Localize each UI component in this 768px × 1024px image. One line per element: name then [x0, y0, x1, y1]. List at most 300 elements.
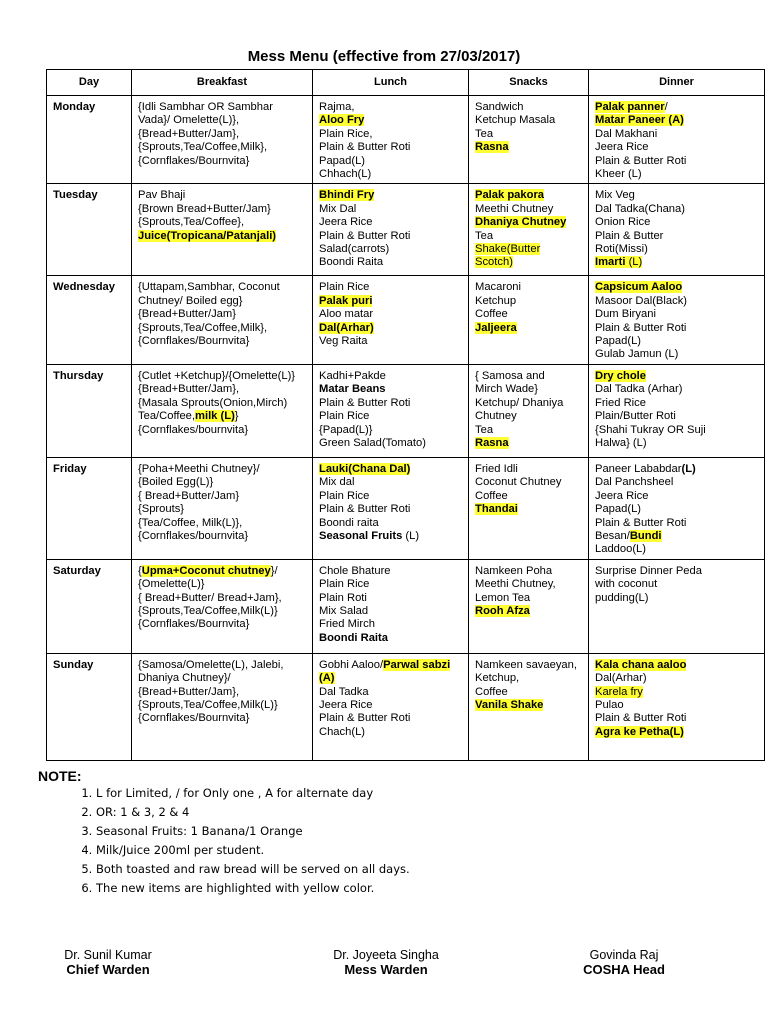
menu-table — [46, 69, 765, 761]
menu-item — [138, 490, 308, 503]
menu-item — [595, 543, 760, 556]
snacks-cell — [469, 96, 589, 184]
menu-item — [319, 281, 464, 294]
menu-item — [475, 383, 584, 396]
menu-item-text: {Sprouts,Tea/Coffee,Milk}, — [138, 321, 268, 334]
note-item: 2. OR: 1 & 3, 2 & 4 — [96, 803, 696, 822]
menu-item-text: Lauki(Chana Dal) — [319, 462, 411, 475]
menu-item-text: {Cornflakes/bournvita} — [138, 529, 249, 542]
menu-item-text: Mix dal — [319, 476, 355, 489]
menu-item — [475, 114, 584, 127]
menu-item-text: Plain Rice — [319, 489, 370, 502]
menu-item — [475, 216, 584, 229]
menu-item — [138, 216, 308, 229]
menu-item-text: Papad(L) — [595, 335, 642, 348]
menu-item — [319, 101, 464, 114]
menu-item-text: Dry chole — [595, 369, 646, 382]
menu-item — [138, 659, 308, 672]
menu-item-text: {Uttapam,Sambhar, Coconut — [138, 281, 280, 294]
menu-row-sunday — [47, 653, 765, 760]
note-item: 6. The new items are highlighted with yellow color. — [96, 879, 696, 898]
snacks-cell — [469, 364, 589, 457]
breakfast-cell — [132, 184, 313, 276]
menu-item — [475, 659, 584, 672]
breakfast-cell — [132, 653, 313, 760]
menu-item — [475, 281, 584, 294]
menu-item — [319, 335, 464, 348]
breakfast-cell — [132, 276, 313, 364]
menu-item-text: Palak pakora — [475, 189, 545, 202]
menu-item-text: Imarti — [595, 256, 626, 269]
menu-item-text: Tea — [475, 127, 494, 140]
menu-item-text: Bhindi Fry — [319, 189, 375, 202]
menu-item-text: {Sprouts,Tea/Coffee,Milk}, — [138, 141, 268, 154]
menu-item — [595, 424, 760, 437]
menu-item-text: Mirch Wade} — [475, 383, 539, 396]
menu-item — [319, 168, 464, 181]
dinner-cell — [589, 457, 765, 559]
note-item: 4. Milk/Juice 200ml per student. — [96, 841, 696, 860]
menu-item-text: Plain & Butter Roti — [319, 229, 411, 242]
menu-item-text: Jeera Rice — [319, 216, 373, 229]
menu-item-text: {Bread+Butter/Jam} — [138, 308, 236, 321]
note-item: 1. L for Limited, / for Only one , A for alternate day — [96, 784, 696, 803]
header-day: Day — [47, 70, 132, 96]
menu-item — [319, 517, 464, 530]
menu-item — [319, 322, 464, 335]
menu-item — [319, 128, 464, 141]
menu-item-text: Mix Salad — [319, 604, 369, 617]
day-cell: Friday — [47, 457, 132, 559]
signature-role: Mess Warden — [344, 962, 428, 977]
menu-item — [138, 335, 308, 348]
menu-item — [475, 410, 584, 423]
menu-item-text: Veg Raita — [319, 335, 368, 348]
menu-item-text: Dhaniya Chutney — [475, 216, 567, 229]
menu-item-text: Fried Mirch — [319, 618, 375, 631]
menu-item-text: Boondi Raita — [319, 256, 384, 269]
menu-item — [475, 322, 584, 335]
menu-item-text: {Boiled Egg(L)} — [138, 476, 214, 489]
menu-item-suffix: (L) — [625, 256, 643, 269]
menu-item-text: Plain Rice — [319, 410, 370, 423]
menu-item — [138, 618, 308, 631]
menu-item — [595, 517, 760, 530]
menu-item-text: Plain & Butter — [595, 229, 664, 242]
menu-item — [595, 168, 760, 181]
menu-item — [319, 243, 464, 256]
menu-item-text: Juice(Tropicana/Patanjali) — [138, 229, 277, 242]
menu-item — [319, 383, 464, 396]
snacks-cell — [469, 184, 589, 276]
menu-item-text: Capsicum Aaloo — [595, 281, 683, 294]
menu-item-text: Rajma, — [319, 101, 355, 113]
menu-item-text: Gobhi Aaloo/ — [319, 658, 384, 671]
menu-item-text: {Sprouts,Tea/Coffee,Milk(L)} — [138, 604, 278, 617]
menu-item-text: Meethi Chutney — [475, 202, 554, 215]
menu-item — [319, 216, 464, 229]
menu-body — [47, 96, 765, 761]
menu-item-text: Jaljeera — [475, 321, 517, 334]
header-row — [47, 70, 765, 96]
menu-item — [475, 230, 584, 243]
menu-item-text: Kadhi+Pakde — [319, 369, 386, 382]
menu-item — [595, 189, 760, 202]
menu-item — [475, 424, 584, 437]
menu-item — [475, 189, 584, 202]
menu-item — [475, 503, 584, 516]
menu-item — [475, 308, 584, 321]
menu-item — [319, 503, 464, 516]
menu-item — [138, 308, 308, 321]
menu-item-text: pudding(L) — [595, 591, 649, 604]
page-title: Mess Menu (effective from 27/03/2017) — [247, 48, 521, 65]
menu-item — [138, 476, 308, 489]
menu-item — [595, 659, 760, 672]
day-cell: Saturday — [47, 559, 132, 653]
menu-item — [319, 114, 464, 127]
menu-item — [319, 686, 464, 699]
note-title: NOTE: — [38, 768, 82, 784]
menu-item-text: Chole Bhature — [319, 564, 391, 577]
menu-item-text: Karela fry — [595, 685, 643, 698]
menu-item — [138, 114, 308, 127]
menu-item-text: Tea/Coffee, — [138, 410, 196, 423]
menu-item — [138, 295, 308, 308]
menu-item-text: {Shahi Tukray OR Suji — [595, 423, 706, 436]
menu-row-saturday — [47, 559, 765, 653]
menu-item-text: Chutney/ Boiled egg} — [138, 294, 243, 307]
menu-item-text: Ketchup Masala — [475, 114, 556, 127]
menu-item-text: Mix Dal — [319, 202, 357, 215]
menu-item — [138, 686, 308, 699]
menu-item-text: Tea — [475, 423, 494, 436]
menu-item-text: {Tea/Coffee, Milk(L)}, — [138, 516, 243, 529]
menu-item-text: Scotch) — [475, 256, 513, 269]
menu-item-suffix: / — [664, 101, 668, 113]
day-cell: Sunday — [47, 653, 132, 760]
menu-item-text: Besan/ — [595, 529, 630, 542]
menu-item-text: {Brown Bread+Butter/Jam} — [138, 202, 271, 215]
menu-item-text: Papad(L) — [595, 503, 642, 516]
menu-item-suffix: Upma+Coconut chutney — [141, 564, 271, 577]
menu-item — [595, 712, 760, 725]
menu-item-text: Jeera Rice — [319, 698, 373, 711]
menu-row-tuesday — [47, 184, 765, 276]
menu-item-text: {Sprouts,Tea/Coffee,Milk(L)} — [138, 698, 278, 711]
signature-role: Chief Warden — [66, 962, 150, 977]
menu-item — [475, 256, 584, 269]
menu-item-text: {Masala Sprouts(Onion,Mirch) — [138, 396, 288, 409]
menu-item — [475, 101, 584, 114]
menu-item-text: Roti(Missi) — [595, 243, 648, 256]
menu-item-text: Dal Tadka(Chana) — [595, 202, 685, 215]
menu-item — [475, 243, 584, 256]
menu-item — [138, 397, 308, 410]
lunch-cell — [313, 559, 469, 653]
menu-item — [595, 243, 760, 256]
dinner-cell — [589, 276, 765, 364]
menu-item — [138, 463, 308, 476]
menu-item — [595, 256, 760, 269]
menu-item — [475, 463, 584, 476]
menu-item — [319, 230, 464, 243]
menu-item — [138, 517, 308, 530]
menu-item — [319, 476, 464, 489]
breakfast-cell — [132, 364, 313, 457]
menu-item-text: Aloo Fry — [319, 114, 365, 127]
menu-item-text: Palak puri — [319, 294, 373, 307]
menu-item — [319, 437, 464, 450]
menu-item-text: {Bread+Butter/Jam}, — [138, 685, 240, 698]
menu-item — [138, 322, 308, 335]
menu-item — [138, 699, 308, 712]
menu-item-text: Masoor Dal(Black) — [595, 294, 688, 307]
menu-item-text: Boondi raita — [319, 516, 379, 529]
menu-item-text: Plain Rice — [319, 578, 370, 591]
note-item: 5. Both toasted and raw bread will be served on all days. — [96, 860, 696, 879]
menu-item — [595, 726, 760, 739]
menu-item — [138, 189, 308, 202]
menu-item-text: {Cornflakes/Bournvita} — [138, 154, 250, 167]
menu-row-thursday — [47, 364, 765, 457]
dinner-cell — [589, 184, 765, 276]
header-snacks: Snacks — [469, 70, 589, 96]
menu-item — [319, 410, 464, 423]
menu-item-suffix: Bundi — [629, 529, 662, 542]
menu-item-text: Chhach(L) — [319, 168, 372, 181]
signature-mess-warden — [306, 948, 466, 977]
menu-item — [595, 397, 760, 410]
menu-item — [595, 308, 760, 321]
menu-item-text: Ketchup — [475, 294, 517, 307]
header-lunch: Lunch — [313, 70, 469, 96]
menu-item-text: Plain/Butter Roti — [595, 410, 676, 423]
menu-item-text: {Cornflakes/bournvita} — [138, 423, 249, 436]
menu-item — [475, 370, 584, 383]
menu-item-text: {Poha+Meethi Chutney}/ — [138, 462, 260, 475]
menu-row-monday — [47, 96, 765, 184]
signature-cosha-head — [554, 948, 694, 977]
menu-item — [319, 592, 464, 605]
dinner-cell — [589, 364, 765, 457]
menu-item — [138, 530, 308, 543]
menu-item-text: Dal Makhani — [595, 127, 658, 140]
menu-item-text: Palak panner — [595, 101, 665, 113]
menu-item-suffix: Parwal sabzi — [383, 658, 451, 671]
menu-item-text: Dum Biryani — [595, 308, 656, 321]
menu-item-text: Dhaniya Chutney}/ — [138, 672, 231, 685]
snacks-cell — [469, 559, 589, 653]
menu-item — [595, 463, 760, 476]
menu-item — [595, 114, 760, 127]
menu-item-text: Dal(Arhar) — [595, 672, 647, 685]
signature-name: Dr. Sunil Kumar — [64, 948, 152, 962]
menu-item — [595, 699, 760, 712]
menu-item-tail: } — [234, 410, 239, 423]
menu-item — [475, 141, 584, 154]
menu-item-text: Matar Paneer (A) — [595, 114, 684, 127]
menu-item — [319, 659, 464, 672]
note-item: 3. Seasonal Fruits: 1 Banana/1 Orange — [96, 822, 696, 841]
menu-item — [319, 726, 464, 739]
menu-item — [595, 203, 760, 216]
menu-item-text: Surprise Dinner Peda — [595, 564, 702, 577]
menu-item — [475, 686, 584, 699]
menu-item — [319, 141, 464, 154]
menu-item — [595, 348, 760, 361]
menu-item-text: Laddoo(L) — [595, 543, 647, 556]
menu-item — [138, 203, 308, 216]
menu-item — [475, 672, 584, 685]
dinner-cell — [589, 653, 765, 760]
menu-item-text: { — [138, 564, 142, 577]
menu-item — [319, 203, 464, 216]
menu-item-text: Seasonal Fruits — [319, 529, 403, 542]
menu-item — [319, 256, 464, 269]
menu-item-text: Jeera Rice — [595, 141, 649, 154]
menu-item-text: Chutney — [475, 410, 517, 423]
menu-item — [595, 578, 760, 591]
menu-item — [475, 565, 584, 578]
menu-item-text: Plain & Butter Roti — [595, 321, 687, 334]
menu-item — [475, 490, 584, 503]
menu-item — [319, 565, 464, 578]
dinner-cell — [589, 96, 765, 184]
menu-item — [138, 281, 308, 294]
menu-item-text: {Sprouts,Tea/Coffee}, — [138, 216, 245, 229]
lunch-cell — [313, 457, 469, 559]
menu-item — [319, 155, 464, 168]
menu-item-text: Coffee — [475, 489, 508, 502]
lunch-cell — [313, 184, 469, 276]
menu-item-suffix: (L) — [681, 462, 696, 475]
menu-item — [595, 281, 760, 294]
menu-item-text: Rooh Afza — [475, 604, 530, 617]
menu-item-text: (A) — [319, 672, 335, 685]
menu-item — [138, 592, 308, 605]
menu-item — [595, 592, 760, 605]
menu-item — [319, 605, 464, 618]
menu-item-text: Dal(Arhar) — [319, 321, 374, 334]
menu-item-text: Dal Tadka — [319, 685, 369, 698]
snacks-cell — [469, 653, 589, 760]
menu-item — [595, 503, 760, 516]
menu-item-text: Plain & Butter Roti — [595, 516, 687, 529]
menu-item — [319, 578, 464, 591]
menu-item — [319, 672, 464, 685]
menu-item — [595, 410, 760, 423]
lunch-cell — [313, 364, 469, 457]
menu-item-text: Mix Veg — [595, 189, 635, 202]
menu-item — [319, 397, 464, 410]
menu-item-text: Macaroni — [475, 281, 522, 294]
menu-item-text: {Bread+Butter/Jam}, — [138, 127, 240, 140]
menu-item-text: Jeera Rice — [595, 489, 649, 502]
menu-item-text: Vada}/ Omelette(L)}, — [138, 114, 240, 127]
menu-row-friday — [47, 457, 765, 559]
snacks-cell — [469, 276, 589, 364]
lunch-cell — [313, 96, 469, 184]
menu-item — [319, 632, 464, 645]
menu-item-text: Plain & Butter Roti — [319, 141, 411, 154]
header-dinner: Dinner — [589, 70, 765, 96]
breakfast-cell — [132, 96, 313, 184]
lunch-cell — [313, 276, 469, 364]
menu-item — [319, 370, 464, 383]
menu-item-text: Coffee — [475, 308, 508, 321]
menu-item-text: { Samosa and — [475, 369, 545, 382]
menu-item — [595, 155, 760, 168]
menu-item — [595, 383, 760, 396]
menu-item — [138, 230, 308, 243]
menu-item — [319, 699, 464, 712]
menu-item — [475, 592, 584, 605]
menu-item — [595, 490, 760, 503]
menu-item — [475, 128, 584, 141]
menu-item — [138, 565, 308, 578]
signature-chief-warden — [38, 948, 178, 977]
menu-item-text: Thandai — [475, 503, 518, 516]
menu-item-text: {Bread+Butter/Jam}, — [138, 383, 240, 396]
menu-row-wednesday — [47, 276, 765, 364]
menu-item-text: Kheer (L) — [595, 168, 642, 181]
menu-item — [595, 370, 760, 383]
menu-item-text: Onion Rice — [595, 216, 651, 229]
menu-item-suffix: (L) — [402, 529, 420, 542]
menu-item — [475, 605, 584, 618]
menu-item — [319, 189, 464, 202]
menu-item-text: {Papad(L)} — [319, 423, 373, 436]
menu-item — [319, 463, 464, 476]
menu-item-text: Fried Idli — [475, 462, 518, 475]
menu-item-text: {Cornflakes/Bournvita} — [138, 618, 250, 631]
menu-item-text: {Idli Sambhar OR Sambhar — [138, 101, 273, 113]
menu-item — [595, 216, 760, 229]
day-cell: Thursday — [47, 364, 132, 457]
menu-item — [595, 335, 760, 348]
menu-item-text: Ketchup/ Dhaniya — [475, 396, 564, 409]
menu-item-text: Lemon Tea — [475, 591, 531, 604]
menu-item-text: Halwa} (L) — [595, 436, 647, 449]
breakfast-cell — [132, 559, 313, 653]
menu-item — [138, 101, 308, 114]
menu-item-text: Plain Rice, — [319, 127, 373, 140]
menu-item-text: Sandwich — [475, 101, 524, 113]
day-cell: Wednesday — [47, 276, 132, 364]
menu-item-text: Namkeen Poha — [475, 564, 553, 577]
menu-item-text: Green Salad(Tomato) — [319, 436, 426, 449]
menu-item-text: Aloo matar — [319, 308, 374, 321]
breakfast-cell — [132, 457, 313, 559]
menu-item-text: Vanila Shake — [475, 698, 544, 711]
menu-item-text: Fried Rice — [595, 396, 646, 409]
menu-item — [319, 712, 464, 725]
menu-item-text: {Cornflakes/Bournvita} — [138, 335, 250, 348]
menu-item-text: Plain Rice — [319, 281, 370, 294]
signature-role: COSHA Head — [583, 962, 665, 977]
header-breakfast: Breakfast — [132, 70, 313, 96]
signature-name: Dr. Joyeeta Singha — [333, 948, 439, 962]
menu-item — [138, 712, 308, 725]
menu-item-text: Ketchup, — [475, 672, 520, 685]
snacks-cell — [469, 457, 589, 559]
menu-item-text: Plain & Butter Roti — [595, 154, 687, 167]
menu-item-text: Dal Tadka (Arhar) — [595, 383, 683, 396]
menu-item — [138, 424, 308, 437]
menu-item — [319, 490, 464, 503]
menu-item-text: Plain Roti — [319, 591, 367, 604]
